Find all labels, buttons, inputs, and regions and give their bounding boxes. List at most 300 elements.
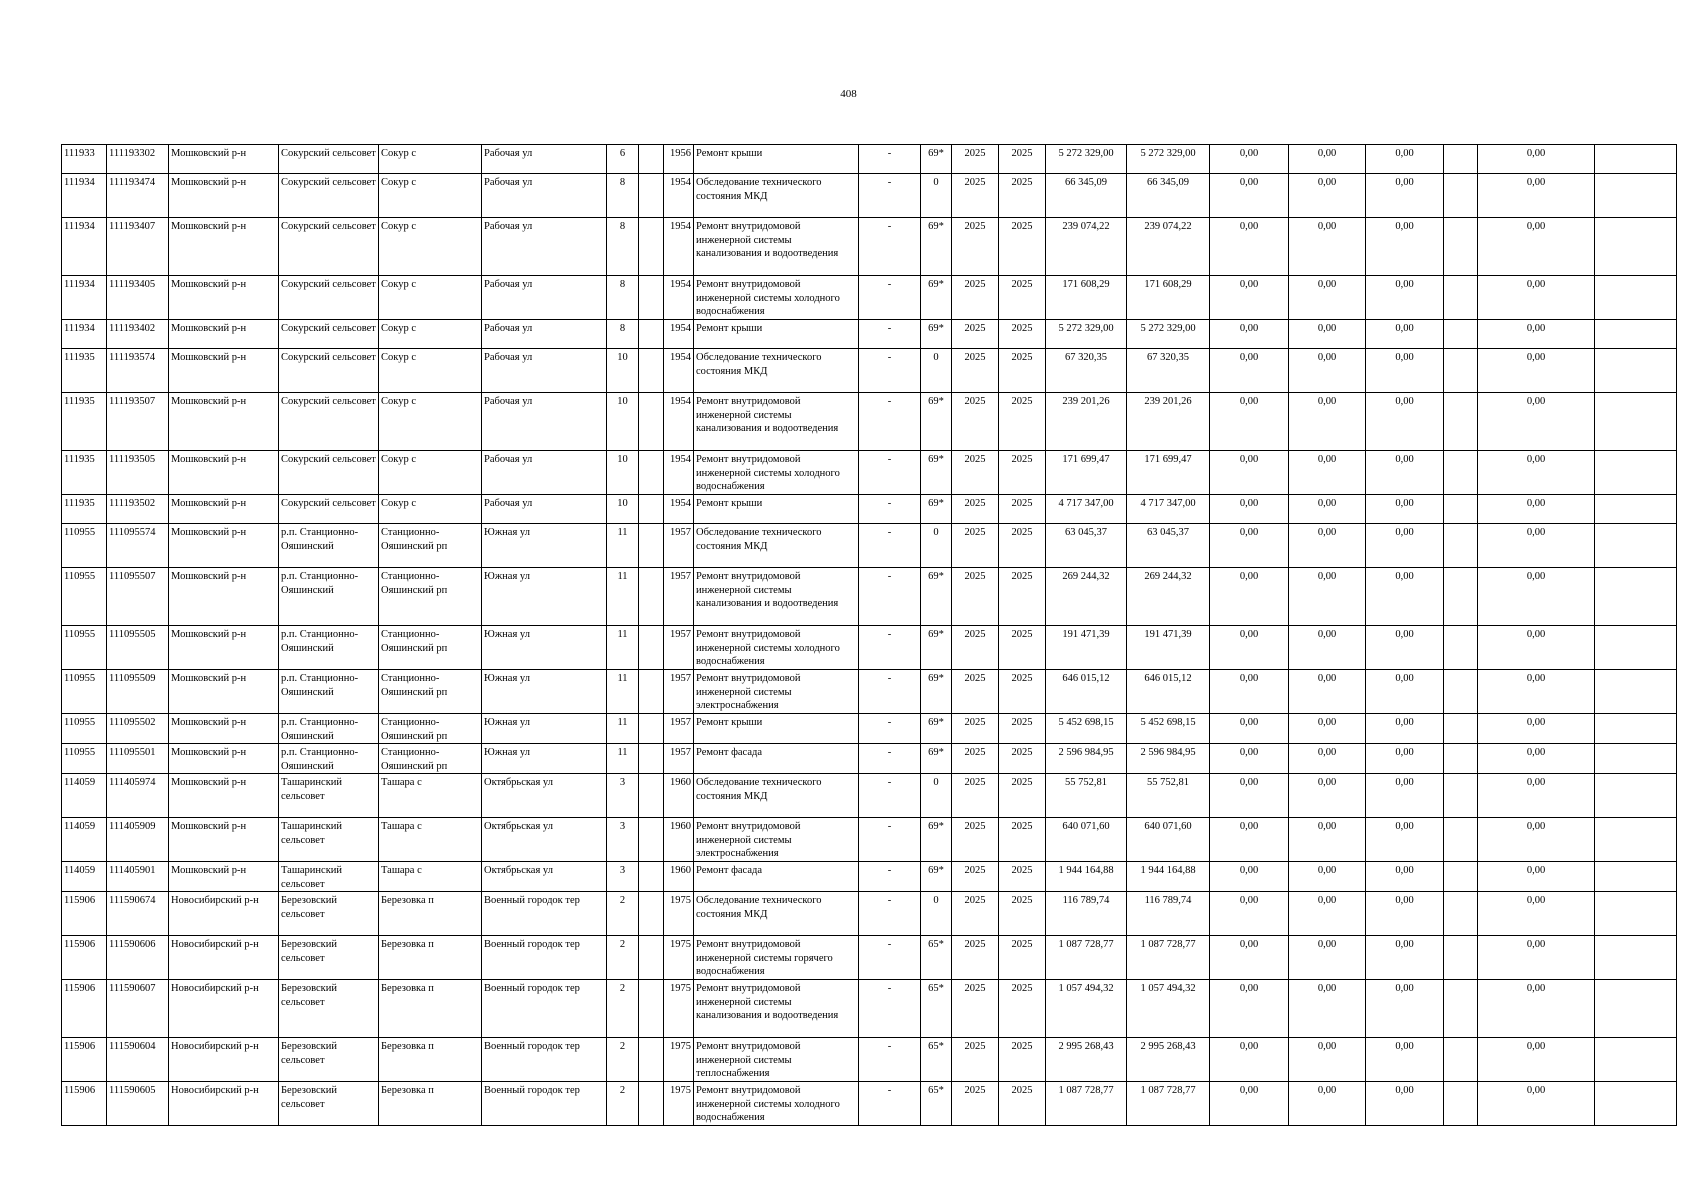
row-year-from: 2025	[952, 524, 999, 568]
row-source-4	[1444, 744, 1478, 774]
row-total-cost: 63 045,37	[1046, 524, 1127, 568]
row-code: 111590604	[107, 1038, 169, 1082]
row-source-1: 0,00	[1210, 1038, 1289, 1082]
row-source-1: 0,00	[1210, 145, 1289, 174]
row-municipality: Сокурский сельсовет	[279, 393, 379, 451]
row-code: 111193302	[107, 145, 169, 174]
row-code: 111095509	[107, 670, 169, 714]
row-total-cost: 1 944 164,88	[1046, 862, 1127, 892]
row-norm: 69*	[921, 862, 952, 892]
row-year-to: 2025	[999, 626, 1046, 670]
row-year: 1975	[664, 980, 694, 1038]
row-mark: -	[859, 349, 921, 393]
row-municipality: Березовский сельсовет	[279, 1038, 379, 1082]
row-source-2: 0,00	[1289, 714, 1366, 744]
row-total-cost: 239 201,26	[1046, 393, 1127, 451]
row-work: Ремонт фасада	[694, 744, 859, 774]
row-source-2: 0,00	[1289, 818, 1366, 862]
row-source-4	[1444, 393, 1478, 451]
row-year: 1954	[664, 276, 694, 320]
row-locality: Сокур с	[379, 349, 482, 393]
row-extra	[639, 818, 664, 862]
row-total-cost: 1 057 494,32	[1046, 980, 1127, 1038]
row-municipality: р.п. Станционно-Ояшинский	[279, 744, 379, 774]
row-district: Новосибирский р-н	[169, 980, 279, 1038]
row-year-from: 2025	[952, 451, 999, 495]
row-work: Ремонт внутридомовой инженерной системы канализования и водоотведения	[694, 568, 859, 626]
row-municipality: Сокурский сельсовет	[279, 451, 379, 495]
row-source-3: 0,00	[1366, 936, 1444, 980]
row-year-from: 2025	[952, 892, 999, 936]
row-mark: -	[859, 936, 921, 980]
row-extra	[639, 980, 664, 1038]
row-source-4	[1444, 1082, 1478, 1126]
row-source-1: 0,00	[1210, 626, 1289, 670]
row-source-3: 0,00	[1366, 980, 1444, 1038]
row-year: 1975	[664, 892, 694, 936]
row-year-to: 2025	[999, 145, 1046, 174]
row-work: Ремонт внутридомовой инженерной системы холодного водоснабжения	[694, 451, 859, 495]
row-extra	[639, 670, 664, 714]
row-source-2: 0,00	[1289, 320, 1366, 349]
row-code: 111193502	[107, 495, 169, 524]
row-locality: Станционно-Ояшинский рп	[379, 670, 482, 714]
row-source-1: 0,00	[1210, 276, 1289, 320]
row-fund-cost: 191 471,39	[1127, 626, 1210, 670]
row-source-6	[1595, 714, 1677, 744]
row-fund-cost: 4 717 347,00	[1127, 495, 1210, 524]
row-total-cost: 5 452 698,15	[1046, 714, 1127, 744]
row-total-cost: 67 320,35	[1046, 349, 1127, 393]
row-year-to: 2025	[999, 524, 1046, 568]
row-street: Южная ул	[482, 524, 607, 568]
row-source-6	[1595, 349, 1677, 393]
row-work: Обследование технического состояния МКД	[694, 349, 859, 393]
row-year-to: 2025	[999, 714, 1046, 744]
row-mark: -	[859, 714, 921, 744]
row-source-2: 0,00	[1289, 936, 1366, 980]
row-source-6	[1595, 818, 1677, 862]
row-source-6	[1595, 774, 1677, 818]
row-house: 8	[607, 174, 639, 218]
row-locality: Станционно-Ояшинский рп	[379, 568, 482, 626]
row-source-1: 0,00	[1210, 670, 1289, 714]
row-source-3: 0,00	[1366, 774, 1444, 818]
row-source-5: 0,00	[1478, 626, 1595, 670]
row-code: 111405909	[107, 818, 169, 862]
row-year-to: 2025	[999, 936, 1046, 980]
row-district: Мошковский р-н	[169, 349, 279, 393]
row-source-5: 0,00	[1478, 568, 1595, 626]
row-norm: 69*	[921, 670, 952, 714]
row-code: 111405901	[107, 862, 169, 892]
row-street: Южная ул	[482, 626, 607, 670]
row-source-6	[1595, 276, 1677, 320]
row-mark: -	[859, 1082, 921, 1126]
row-district: Мошковский р-н	[169, 393, 279, 451]
row-fund-cost: 5 272 329,00	[1127, 320, 1210, 349]
row-source-2: 0,00	[1289, 980, 1366, 1038]
row-fund-cost: 66 345,09	[1127, 174, 1210, 218]
row-source-5: 0,00	[1478, 1082, 1595, 1126]
row-code: 111590605	[107, 1082, 169, 1126]
row-municipality: Ташаринский сельсовет	[279, 818, 379, 862]
row-work: Обследование технического состояния МКД	[694, 774, 859, 818]
row-street: Рабочая ул	[482, 495, 607, 524]
row-source-3: 0,00	[1366, 1038, 1444, 1082]
row-district: Новосибирский р-н	[169, 1038, 279, 1082]
row-source-2: 0,00	[1289, 626, 1366, 670]
row-source-5: 0,00	[1478, 936, 1595, 980]
row-street: Военный городок тер	[482, 1038, 607, 1082]
row-source-6	[1595, 936, 1677, 980]
row-source-2: 0,00	[1289, 1082, 1366, 1126]
row-source-1: 0,00	[1210, 1082, 1289, 1126]
row-source-4	[1444, 862, 1478, 892]
row-district: Новосибирский р-н	[169, 1082, 279, 1126]
row-work: Ремонт фасада	[694, 862, 859, 892]
row-district: Мошковский р-н	[169, 626, 279, 670]
row-locality: Сокур с	[379, 393, 482, 451]
row-house: 11	[607, 714, 639, 744]
row-source-6	[1595, 451, 1677, 495]
row-mark: -	[859, 145, 921, 174]
row-fund-cost: 63 045,37	[1127, 524, 1210, 568]
row-total-cost: 66 345,09	[1046, 174, 1127, 218]
row-house: 3	[607, 862, 639, 892]
row-work: Ремонт внутридомовой инженерной системы горячего водоснабжения	[694, 936, 859, 980]
row-source-5: 0,00	[1478, 320, 1595, 349]
row-work: Ремонт внутридомовой инженерной системы электроснабжения	[694, 818, 859, 862]
row-year-to: 2025	[999, 1038, 1046, 1082]
row-id: 111933	[62, 145, 107, 174]
row-fund-cost: 2 596 984,95	[1127, 744, 1210, 774]
row-source-3: 0,00	[1366, 818, 1444, 862]
row-year: 1954	[664, 451, 694, 495]
row-id: 110955	[62, 670, 107, 714]
row-house: 11	[607, 626, 639, 670]
row-house: 11	[607, 568, 639, 626]
row-street: Рабочая ул	[482, 320, 607, 349]
row-year: 1957	[664, 524, 694, 568]
row-total-cost: 640 071,60	[1046, 818, 1127, 862]
row-source-2: 0,00	[1289, 1038, 1366, 1082]
row-norm: 69*	[921, 568, 952, 626]
row-id: 111934	[62, 276, 107, 320]
table-row	[62, 349, 1677, 393]
row-id: 111934	[62, 174, 107, 218]
row-mark: -	[859, 862, 921, 892]
row-total-cost: 646 015,12	[1046, 670, 1127, 714]
row-total-cost: 116 789,74	[1046, 892, 1127, 936]
row-work: Ремонт внутридомовой инженерной системы холодного водоснабжения	[694, 276, 859, 320]
row-extra	[639, 1082, 664, 1126]
row-year-to: 2025	[999, 174, 1046, 218]
row-source-3: 0,00	[1366, 892, 1444, 936]
row-total-cost: 5 272 329,00	[1046, 145, 1127, 174]
row-source-5: 0,00	[1478, 774, 1595, 818]
row-year-to: 2025	[999, 393, 1046, 451]
row-municipality: Березовский сельсовет	[279, 936, 379, 980]
row-source-6	[1595, 145, 1677, 174]
row-source-1: 0,00	[1210, 320, 1289, 349]
row-locality: Сокур с	[379, 320, 482, 349]
row-municipality: р.п. Станционно-Ояшинский	[279, 524, 379, 568]
row-source-1: 0,00	[1210, 892, 1289, 936]
row-district: Новосибирский р-н	[169, 892, 279, 936]
row-street: Южная ул	[482, 568, 607, 626]
row-municipality: Сокурский сельсовет	[279, 320, 379, 349]
row-id: 114059	[62, 774, 107, 818]
row-code: 111095501	[107, 744, 169, 774]
row-source-2: 0,00	[1289, 276, 1366, 320]
row-id: 115906	[62, 1038, 107, 1082]
row-source-4	[1444, 276, 1478, 320]
row-norm: 69*	[921, 276, 952, 320]
row-fund-cost: 239 201,26	[1127, 393, 1210, 451]
row-locality: Сокур с	[379, 218, 482, 276]
row-year-from: 2025	[952, 818, 999, 862]
row-total-cost: 4 717 347,00	[1046, 495, 1127, 524]
table-row	[62, 568, 1677, 626]
row-year-from: 2025	[952, 980, 999, 1038]
table-row	[62, 670, 1677, 714]
row-source-4	[1444, 714, 1478, 744]
row-street: Южная ул	[482, 670, 607, 714]
table-body	[62, 145, 1677, 1126]
row-id: 111934	[62, 320, 107, 349]
row-year-from: 2025	[952, 349, 999, 393]
row-year-from: 2025	[952, 774, 999, 818]
row-locality: Сокур с	[379, 276, 482, 320]
row-source-5: 0,00	[1478, 349, 1595, 393]
row-year-to: 2025	[999, 818, 1046, 862]
row-locality: Сокур с	[379, 145, 482, 174]
row-municipality: Сокурский сельсовет	[279, 495, 379, 524]
row-year-to: 2025	[999, 568, 1046, 626]
row-source-4	[1444, 1038, 1478, 1082]
row-year-from: 2025	[952, 626, 999, 670]
row-work: Обследование технического состояния МКД	[694, 174, 859, 218]
row-id: 111935	[62, 349, 107, 393]
row-source-2: 0,00	[1289, 892, 1366, 936]
row-work: Ремонт внутридомовой инженерной системы канализования и водоотведения	[694, 393, 859, 451]
row-source-6	[1595, 744, 1677, 774]
row-mark: -	[859, 495, 921, 524]
row-street: Рабочая ул	[482, 276, 607, 320]
row-mark: -	[859, 818, 921, 862]
row-district: Мошковский р-н	[169, 174, 279, 218]
row-id: 111934	[62, 218, 107, 276]
row-fund-cost: 239 074,22	[1127, 218, 1210, 276]
row-locality: Березовка п	[379, 1082, 482, 1126]
row-fund-cost: 646 015,12	[1127, 670, 1210, 714]
row-source-5: 0,00	[1478, 980, 1595, 1038]
row-extra	[639, 451, 664, 495]
row-year-to: 2025	[999, 451, 1046, 495]
row-work: Ремонт внутридомовой инженерной системы канализования и водоотведения	[694, 980, 859, 1038]
row-year-to: 2025	[999, 862, 1046, 892]
row-total-cost: 269 244,32	[1046, 568, 1127, 626]
row-fund-cost: 1 057 494,32	[1127, 980, 1210, 1038]
row-code: 111095507	[107, 568, 169, 626]
row-municipality: Сокурский сельсовет	[279, 145, 379, 174]
row-norm: 69*	[921, 626, 952, 670]
row-house: 10	[607, 495, 639, 524]
row-source-3: 0,00	[1366, 174, 1444, 218]
row-district: Новосибирский р-н	[169, 936, 279, 980]
row-source-3: 0,00	[1366, 218, 1444, 276]
row-year-from: 2025	[952, 568, 999, 626]
row-source-3: 0,00	[1366, 626, 1444, 670]
row-extra	[639, 320, 664, 349]
row-source-2: 0,00	[1289, 862, 1366, 892]
row-house: 11	[607, 670, 639, 714]
row-fund-cost: 5 452 698,15	[1127, 714, 1210, 744]
row-total-cost: 2 995 268,43	[1046, 1038, 1127, 1082]
row-source-6	[1595, 1038, 1677, 1082]
row-house: 10	[607, 349, 639, 393]
row-id: 110955	[62, 626, 107, 670]
row-source-5: 0,00	[1478, 393, 1595, 451]
row-municipality: Ташаринский сельсовет	[279, 774, 379, 818]
row-year-from: 2025	[952, 714, 999, 744]
row-district: Мошковский р-н	[169, 145, 279, 174]
row-extra	[639, 524, 664, 568]
row-year: 1956	[664, 145, 694, 174]
row-street: Южная ул	[482, 744, 607, 774]
row-year-from: 2025	[952, 276, 999, 320]
row-source-1: 0,00	[1210, 568, 1289, 626]
row-source-4	[1444, 818, 1478, 862]
row-fund-cost: 5 272 329,00	[1127, 145, 1210, 174]
row-source-2: 0,00	[1289, 218, 1366, 276]
row-mark: -	[859, 320, 921, 349]
row-mark: -	[859, 670, 921, 714]
row-source-1: 0,00	[1210, 936, 1289, 980]
row-norm: 0	[921, 174, 952, 218]
row-locality: Станционно-Ояшинский рп	[379, 714, 482, 744]
row-work: Ремонт внутридомовой инженерной системы электроснабжения	[694, 670, 859, 714]
row-source-1: 0,00	[1210, 774, 1289, 818]
row-extra	[639, 1038, 664, 1082]
row-id: 110955	[62, 744, 107, 774]
row-year-to: 2025	[999, 349, 1046, 393]
row-extra	[639, 218, 664, 276]
row-norm: 69*	[921, 218, 952, 276]
row-source-2: 0,00	[1289, 744, 1366, 774]
row-district: Мошковский р-н	[169, 862, 279, 892]
row-source-1: 0,00	[1210, 524, 1289, 568]
row-source-5: 0,00	[1478, 714, 1595, 744]
row-source-2: 0,00	[1289, 495, 1366, 524]
row-year: 1954	[664, 174, 694, 218]
row-house: 2	[607, 980, 639, 1038]
row-year: 1954	[664, 218, 694, 276]
row-work: Обследование технического состояния МКД	[694, 892, 859, 936]
row-code: 111193507	[107, 393, 169, 451]
row-locality: Ташара с	[379, 818, 482, 862]
table-row	[62, 744, 1677, 774]
row-fund-cost: 1 087 728,77	[1127, 936, 1210, 980]
row-house: 11	[607, 524, 639, 568]
row-id: 115906	[62, 980, 107, 1038]
table-row	[62, 936, 1677, 980]
row-source-4	[1444, 936, 1478, 980]
table-row	[62, 892, 1677, 936]
row-locality: Сокур с	[379, 495, 482, 524]
row-municipality: Сокурский сельсовет	[279, 218, 379, 276]
row-locality: Сокур с	[379, 451, 482, 495]
row-municipality: Березовский сельсовет	[279, 892, 379, 936]
row-id: 115906	[62, 936, 107, 980]
row-source-3: 0,00	[1366, 145, 1444, 174]
table-row	[62, 862, 1677, 892]
row-year-from: 2025	[952, 145, 999, 174]
row-fund-cost: 171 608,29	[1127, 276, 1210, 320]
table-row	[62, 524, 1677, 568]
row-total-cost: 239 074,22	[1046, 218, 1127, 276]
row-id: 114059	[62, 818, 107, 862]
row-id: 110955	[62, 714, 107, 744]
row-norm: 65*	[921, 936, 952, 980]
row-code: 111193505	[107, 451, 169, 495]
row-locality: Березовка п	[379, 1038, 482, 1082]
row-street: Военный городок тер	[482, 892, 607, 936]
row-mark: -	[859, 744, 921, 774]
row-year: 1960	[664, 818, 694, 862]
row-source-3: 0,00	[1366, 276, 1444, 320]
row-source-4	[1444, 670, 1478, 714]
table-row	[62, 495, 1677, 524]
row-house: 10	[607, 393, 639, 451]
row-source-1: 0,00	[1210, 218, 1289, 276]
row-year-from: 2025	[952, 670, 999, 714]
row-source-2: 0,00	[1289, 670, 1366, 714]
row-code: 111193407	[107, 218, 169, 276]
row-source-2: 0,00	[1289, 393, 1366, 451]
row-norm: 0	[921, 892, 952, 936]
row-street: Южная ул	[482, 714, 607, 744]
row-source-4	[1444, 174, 1478, 218]
row-source-3: 0,00	[1366, 670, 1444, 714]
row-source-5: 0,00	[1478, 276, 1595, 320]
row-year: 1975	[664, 1038, 694, 1082]
table-row	[62, 320, 1677, 349]
row-year-to: 2025	[999, 218, 1046, 276]
row-work: Ремонт крыши	[694, 495, 859, 524]
row-year-from: 2025	[952, 1082, 999, 1126]
row-fund-cost: 67 320,35	[1127, 349, 1210, 393]
row-year-to: 2025	[999, 495, 1046, 524]
row-mark: -	[859, 524, 921, 568]
row-year: 1957	[664, 670, 694, 714]
row-source-6	[1595, 174, 1677, 218]
works-table	[61, 144, 1677, 1126]
row-source-6	[1595, 524, 1677, 568]
row-source-4	[1444, 145, 1478, 174]
row-year-from: 2025	[952, 495, 999, 524]
row-source-1: 0,00	[1210, 980, 1289, 1038]
table-row	[62, 276, 1677, 320]
row-locality: Станционно-Ояшинский рп	[379, 744, 482, 774]
row-id: 110955	[62, 524, 107, 568]
row-norm: 69*	[921, 495, 952, 524]
row-fund-cost: 2 995 268,43	[1127, 1038, 1210, 1082]
row-source-6	[1595, 980, 1677, 1038]
row-locality: Сокур с	[379, 174, 482, 218]
row-district: Мошковский р-н	[169, 774, 279, 818]
